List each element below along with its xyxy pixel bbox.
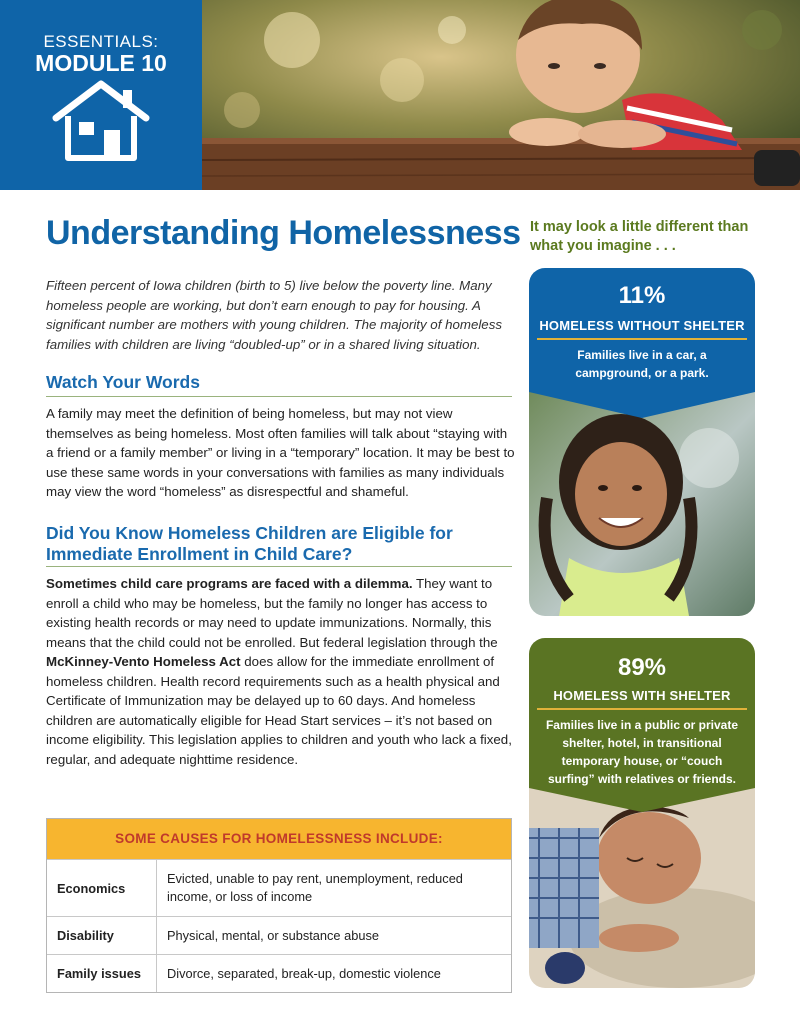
stat-label: HOMELESS WITH SHELTER (553, 688, 731, 703)
causes-table (46, 818, 512, 993)
cause-description: Divorce, separated, break-up, domestic violence (167, 965, 441, 981)
gold-divider (537, 708, 747, 710)
table-row (47, 859, 511, 916)
stat-percent: 89% (617, 654, 667, 681)
cause-description: Physical, mental, or substance abuse (167, 927, 379, 943)
table-row (47, 954, 511, 992)
hero-photo-illustration (202, 0, 800, 190)
watch-your-words-heading: Watch Your Words (46, 372, 200, 392)
header (0, 0, 800, 190)
stat-description: Families live in a car, a campground, or a park. (575, 348, 709, 380)
stat-description: Families live in a public or private shelter, hotel, in transitional temporary house, or “couch surfing” with relatives or friends. (545, 718, 739, 786)
stat-label: HOMELESS WITHOUT SHELTER (539, 318, 745, 333)
eligibility-text-1: They want to enroll a child who may be homeless, but the family no longer has access to existing health records or may need to update immunizations. Normally, this means that the child could not be enrolled. But federal legislation through the (46, 576, 498, 650)
stat-card-with-shelter (529, 638, 755, 988)
eligibility-heading: Did You Know Homeless Children are Eligible for Immediate Enrollment in Child Care? (46, 523, 453, 564)
watch-your-words-paragraph: A family may meet the definition of being homeless, but may not view themselves as being homeless. Most often families will talk about “staying with a friend or a family member” or living in a “temporary” location. It may be best to use these same words in your conversations with families as many individuals may view the word “homeless” as disrespectful and shameful. (46, 406, 515, 499)
section-divider (46, 566, 512, 567)
module-number: MODULE 10 (35, 50, 167, 76)
gold-divider (537, 338, 747, 340)
eligibility-text-2: does allow for the immediate enrollment of homeless children. Health record requirements such as a health physical and Certificate of Immunization may be delayed up to 60 days. And homeless children are automatically eligible for Head Start services – it’s not based on income eligibility. This legislation applies to children and youth who lack a fixed, regular, and adequate nighttime residence. (46, 654, 512, 767)
sidebar-tagline: It may look a little different than what you imagine . . . (530, 219, 749, 254)
house-icon (50, 78, 152, 162)
module-badge (0, 0, 202, 190)
module-kicker: ESSENTIALS: (43, 32, 159, 51)
intro-paragraph: Fifteen percent of Iowa children (birth to 5) live below the poverty line. Many homeless people are working, but don’t earn enough to pay for housing. A significant number are mothers with young children. The majority of homeless families with children are living “doubled-up” or in a shared living situation. (46, 278, 502, 352)
cause-description: Evicted, unable to pay rent, unemployment, reduced income, or loss of income (167, 871, 463, 904)
section-divider (46, 396, 512, 397)
causes-table-heading: SOME CAUSES FOR HOMELESSNESS INCLUDE: (47, 819, 511, 859)
hero-photo (202, 0, 800, 190)
eligibility-lead: Sometimes child care programs are faced with a dilemma. (46, 576, 413, 591)
table-row (47, 916, 511, 954)
stat-card-without-shelter (529, 268, 755, 616)
mckinney-vento-act: McKinney-Vento Homeless Act (46, 654, 241, 669)
page-title: Understanding Homelessness (46, 214, 521, 252)
stat-percent: 11% (618, 282, 666, 309)
cause-category: Family issues (47, 955, 157, 992)
eligibility-paragraph (46, 574, 516, 769)
cause-category: Disability (47, 917, 157, 954)
cause-category: Economics (47, 860, 157, 916)
